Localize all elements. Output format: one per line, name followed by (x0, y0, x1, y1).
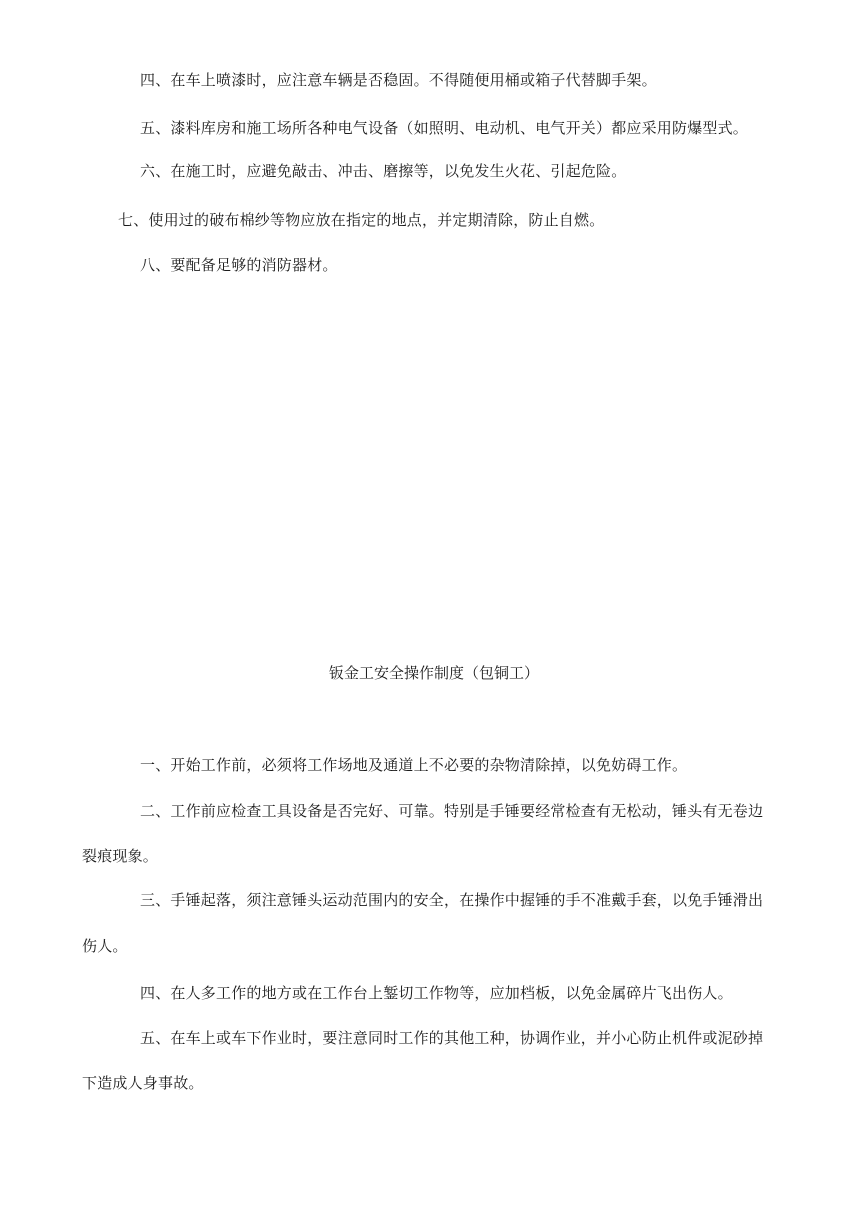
rule-item-5-line-2: 下造成人身事故。 (82, 1074, 204, 1092)
rule-item-2-line-1: 二、工作前应检查工具设备是否完好、可靠。特别是手锤要经常检查有无松动，锤头有无卷边 (140, 802, 764, 820)
paragraph-item-8: 八、要配备足够的消防器材。 (140, 256, 338, 274)
paragraph-item-5: 五、漆料库房和施工场所各种电气设备（如照明、电动机、电气开关）都应采用防爆型式。 (140, 119, 749, 137)
rule-item-4-line-1: 四、在人多工作的地方或在工作台上錾切工作物等，应加档板，以免金属碎片飞出伤人。 (140, 984, 733, 1002)
rule-item-3-line-2: 伤人。 (82, 937, 128, 955)
rule-item-5-line-1: 五、在车上或车下作业时，要注意同时工作的其他工种，协调作业，并小心防止机件或泥砂掉 (140, 1029, 764, 1047)
paragraph-item-6: 六、在施工时，应避免敲击、冲击、磨擦等，以免发生火花、引起危险。 (140, 162, 627, 180)
paragraph-item-4: 四、在车上喷漆时，应注意车辆是否稳固。不得随便用桶或箱子代替脚手架。 (140, 71, 657, 89)
rule-item-2-line-2: 裂痕现象。 (82, 847, 159, 865)
rule-item-3-line-1: 三、手锤起落，须注意锤头运动范围内的安全，在操作中握锤的手不准戴手套，以免手锤滑出 (140, 891, 764, 909)
paragraph-item-7: 七、使用过的破布棉纱等物应放在指定的地点，并定期清除，防止自燃。 (118, 211, 605, 229)
section-title: 钣金工安全操作制度（包铜工） (328, 664, 539, 682)
rule-item-1-line-1: 一、开始工作前，必须将工作场地及通道上不必要的杂物清除掉，以免妨碍工作。 (140, 756, 688, 774)
